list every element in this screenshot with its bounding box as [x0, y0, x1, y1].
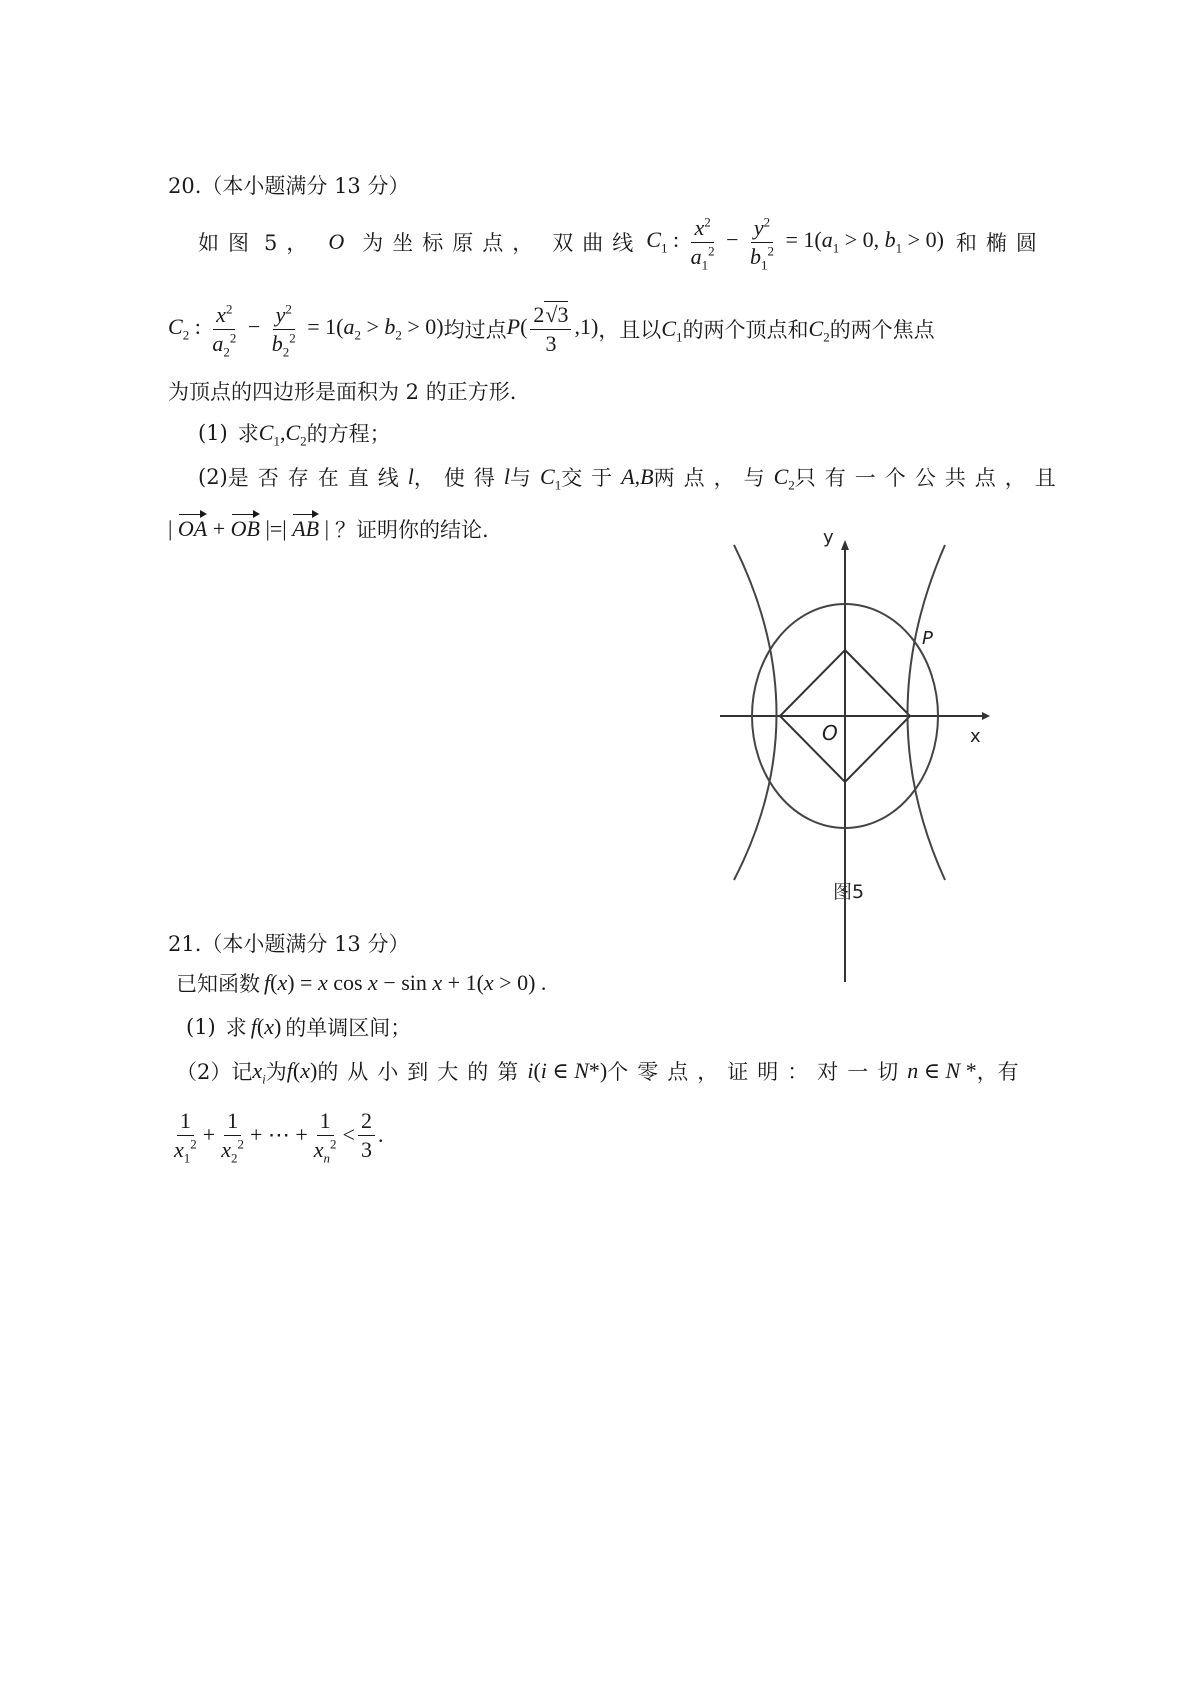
vector-condition: | OA + OB |=| AB | — [168, 516, 329, 541]
part-label: （2） — [176, 1060, 232, 1084]
q21-inequality: $\frac{1}{x_1^2}$ + $\frac{1}{x_2^2}$ + ⋯ + $\frac{1}{x_n^2}$ < $\frac{2}{3}$ . — [174, 1108, 384, 1165]
x-axis-arrow — [982, 712, 990, 720]
q21-part1: (1) 求 f(x) 的单调区间； — [186, 1014, 412, 1040]
q20-part2: (2) 是否存在直线 l ，使得 l 与 $C_1$ 交于 A , B 两点，与 $C_2$ 只有一个公共点，且 — [198, 464, 1065, 493]
q20-text: ，且以 — [598, 318, 662, 342]
hyperbola-equation: $C_1$ : $\frac{x^2}{a_1^2}$ − $\frac{y^2}{b_1^2}$ = $1(a_1 > 0$, $b_1 > 0$) — [646, 214, 944, 272]
x-axis-label: x — [970, 726, 981, 747]
q20-part2-line2: | OA + OB |=| AB | ？证明你的结论. — [168, 516, 489, 542]
q20-text: 均过点 — [443, 318, 507, 342]
hyperbola-right-branch — [908, 545, 946, 880]
figure-caption: 图5 — [833, 881, 865, 903]
origin-symbol: O — [328, 229, 345, 254]
part-label: (1) — [186, 1015, 216, 1039]
origin-label: O — [822, 721, 838, 745]
q20-heading: 20.（本小题满分 13 分） — [168, 174, 410, 198]
q20-intro-word: 5， — [264, 231, 317, 255]
y-axis-arrow — [841, 540, 849, 550]
point-p-label: P — [922, 628, 933, 649]
q21-heading: 21.（本小题满分 13 分） — [168, 932, 410, 956]
part-label: (1) — [198, 421, 228, 445]
q20-intro-word: 和椭圆 — [955, 231, 1046, 255]
q20-text: 的两个焦点 — [829, 318, 935, 342]
q21-part2: （2） 记 $x_i$ 为 f(x) 的从小到大的第 i(i ∈ N*) 个零点，证明：对一切 n ∈ N * ，有 — [176, 1058, 1019, 1087]
q20-text: 的两个顶点和 — [682, 318, 809, 342]
q20-line3: 为顶点的四边形是面积为 2 的正方形. — [168, 380, 517, 404]
q20-intro-word: 如图 — [198, 231, 258, 255]
q20-intro-line — [198, 212, 1046, 272]
q20-line2: $C_2$ : $\frac{x^2}{a_2^2}$ − $\frac{y^2}{b_2^2}$ = $1(a_2 > b_2 > 0)$ 均过点 P( $\frac{2√3}{3}$ ,1) ，且以 $C_1$ 的两个顶点和 $C_2$ 的两个焦点 — [168, 301, 935, 359]
q21-intro: 已知函数 f(x) = x cos x − sin x + 1(x > 0) . — [176, 970, 547, 996]
q20-intro-word: 双曲线 — [552, 231, 643, 255]
point-p-coords: P( $\frac{2√3}{3}$ ,1) — [506, 302, 599, 356]
function-definition: f(x) = x cos x − sin x + 1(x > 0) . — [264, 970, 547, 995]
figure-5 — [720, 527, 995, 985]
q20-intro-word: 为坐标原点， — [362, 231, 543, 255]
ellipse-equation: $C_2$ : $\frac{x^2}{a_2^2}$ − $\frac{y^2}{b_2^2}$ = $1(a_2 > b_2 > 0)$ — [168, 301, 444, 359]
q20-part1: (1) 求 $C_1,C_2$ 的方程； — [198, 420, 391, 449]
y-axis-label: y — [823, 527, 834, 548]
hyperbola-left-branch — [734, 545, 777, 880]
part-label: (2) — [198, 465, 228, 489]
